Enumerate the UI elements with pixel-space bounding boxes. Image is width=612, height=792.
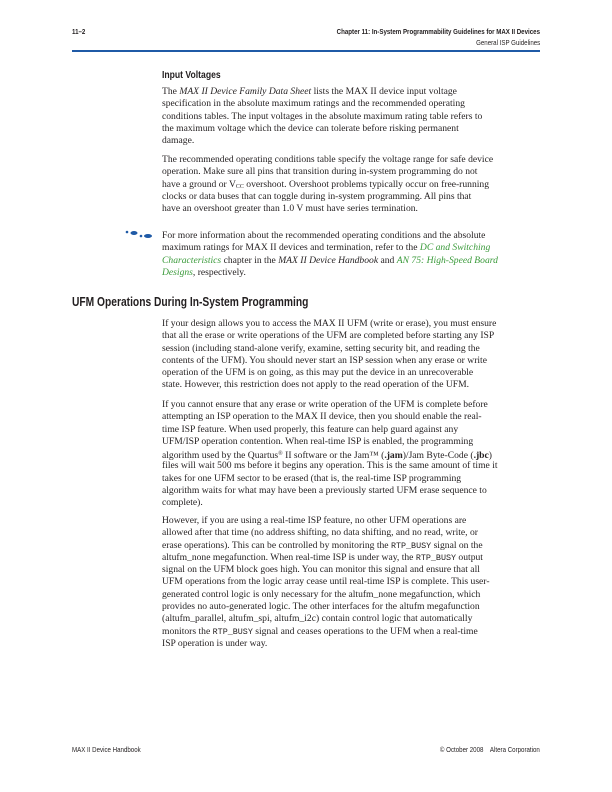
- page-number: 11–2: [72, 27, 86, 36]
- text-segment: However, if you are using a real-time ISP feature, no other UFM operations are: [162, 515, 467, 526]
- text-segment: ): [488, 450, 492, 462]
- text-segment: signal and ceases operations to the UFM when a real-time: [252, 625, 478, 637]
- heading-input-voltages: Input Voltages: [162, 69, 221, 81]
- text-segment: damage.: [162, 135, 195, 147]
- cross-reference-link[interactable]: DC and Switching: [419, 242, 491, 254]
- heading-ufm-operations: UFM Operations During In-System Programming: [72, 295, 309, 309]
- chapter-title: Chapter 11: In-System Programmability Guidelines for MAX II Devices: [336, 27, 540, 36]
- text-segment: specification in the absolute maximum ratings and the recommended operating: [162, 98, 465, 110]
- text-segment: that all the erase or write operations of the UFM are completed before starting any ISP: [162, 330, 495, 342]
- text-segment: algorithm waits for what may have been a previously started UFM erase sequence to: [162, 485, 487, 497]
- text-segment: MAX II Device Family Data Sheet: [179, 86, 312, 97]
- text-segment: altufm_none megafunction. When real-time ISP is under way, the: [162, 551, 416, 563]
- text-line: [162, 123, 482, 135]
- signal-name: RTP_BUSY: [390, 540, 432, 551]
- text-line: [162, 552, 490, 564]
- text-segment: complete).: [162, 497, 203, 509]
- text-line: [162, 135, 482, 147]
- text-segment: takes for one UFM sector to be erased (that is, the real-time ISP programming: [162, 472, 462, 484]
- paragraph: [162, 154, 493, 215]
- text-segment: For more information about the recommended operating conditions and the absolute: [162, 230, 486, 241]
- more-info-icon: [124, 229, 154, 241]
- text-segment: signal on the UFM block goes high. You can monitor this signal and ensure that all: [162, 564, 480, 576]
- text-segment: contents of the UFM). You should never start an ISP session when any erase or write: [162, 354, 487, 366]
- text-segment: session (including stand-alone verify, examine, setting security bit, and reading the: [162, 342, 480, 354]
- text-line: [162, 576, 490, 588]
- text-line: [162, 638, 490, 650]
- text-line: [162, 613, 490, 625]
- text-segment: lists the MAX II device input voltage: [311, 86, 457, 97]
- footer-copyright: © October 2008 Altera Corporation: [440, 745, 540, 754]
- text-segment: II software or the Jam™ (: [282, 450, 385, 462]
- text-segment: time ISP feature. When used properly, this feature can help guard against any: [162, 423, 459, 435]
- text-segment: .jam: [384, 450, 403, 462]
- text-line: [162, 355, 496, 367]
- text-line: [162, 343, 496, 355]
- text-segment: )/Jam Byte-Code (: [402, 450, 474, 462]
- text-segment: provides no auto-generated logic. The other interfaces for the altufm megafunction: [162, 601, 480, 613]
- text-segment: ®: [278, 451, 283, 458]
- text-segment: conditions tables. The input voltages in the absolute maximum rating table refers to: [162, 110, 483, 122]
- text-line: [162, 601, 490, 613]
- text-line: [162, 318, 496, 330]
- text-segment: output: [456, 551, 483, 563]
- text-line: [162, 473, 498, 485]
- text-line: [162, 255, 498, 267]
- text-line: [162, 589, 490, 601]
- text-segment: If your design allows you to access the MAX II UFM (write or erase), you must ensure: [162, 318, 497, 329]
- text-segment: UFM/ISP operation contention. When real-time ISP is enabled, the programming: [162, 435, 474, 447]
- note-paragraph: [162, 230, 498, 279]
- text-line: [162, 379, 496, 391]
- text-line: [162, 230, 498, 242]
- text-segment: and: [378, 254, 397, 266]
- text-line: [162, 111, 482, 123]
- text-segment: have a ground or V: [162, 178, 236, 190]
- paragraph: [162, 399, 498, 510]
- text-line: [162, 203, 493, 215]
- text-line: [162, 98, 482, 110]
- text-line: [162, 86, 482, 98]
- text-segment: erase operations). This can be controlled by monitoring the: [162, 539, 391, 551]
- text-line: [162, 515, 490, 527]
- text-segment: operation of the UFM is on going, as this may put the device in an unrecoverable: [162, 367, 474, 379]
- text-segment: If you cannot ensure that any erase or write operation of the UFM is complete before: [162, 399, 488, 410]
- text-line: [162, 626, 490, 638]
- text-line: [162, 448, 498, 460]
- text-segment: , respectively.: [192, 266, 246, 278]
- paragraph: [162, 515, 490, 650]
- text-segment: The: [162, 86, 180, 97]
- cross-reference-link[interactable]: Designs: [162, 266, 193, 278]
- text-segment: state. However, this restriction does not apply to the read operation of the UFM.: [162, 379, 470, 391]
- text-segment: signal on the: [431, 539, 483, 551]
- text-segment: attempting an ISP operation to the MAX II device, then you should enable the real-: [162, 411, 482, 423]
- cross-reference-link[interactable]: Characteristics: [162, 254, 222, 266]
- text-segment: have an overshoot greater than 1.0 V must have series termination.: [162, 203, 418, 215]
- text-line: [162, 330, 496, 342]
- text-line: [162, 367, 496, 379]
- text-segment: (altufm_parallel, altufm_spi, altufm_i2c) contain control logic that automatically: [162, 613, 473, 625]
- text-line: [162, 540, 490, 552]
- footer-handbook: MAX II Device Handbook: [72, 745, 141, 754]
- text-segment: monitors the: [162, 625, 213, 637]
- section-title: General ISP Guidelines: [475, 38, 540, 47]
- paragraph: [162, 318, 496, 392]
- text-segment: maximum ratings for MAX II devices and termination, refer to the: [162, 242, 420, 254]
- text-segment: overshoot. Overshoot problems typically occur on free-running: [243, 178, 490, 190]
- text-segment: the maximum voltage which the device can tolerate before risking permanent: [162, 122, 459, 134]
- cross-reference-link[interactable]: AN 75: High-Speed Board: [396, 254, 498, 266]
- text-line: [162, 166, 493, 178]
- text-line: [162, 267, 498, 279]
- text-segment: The recommended operating conditions table specify the voltage range for safe device: [162, 154, 494, 165]
- text-segment: clocks or data buses that can toggle during in-system programming. All pins that: [162, 190, 472, 202]
- text-line: [162, 399, 498, 411]
- text-line: [162, 460, 498, 472]
- signal-name: RTP_BUSY: [212, 626, 253, 637]
- paragraph: [162, 86, 482, 147]
- text-line: [162, 191, 493, 203]
- text-line: [162, 564, 490, 576]
- text-line: [162, 154, 493, 166]
- signal-name: RTP_BUSY: [415, 552, 457, 563]
- text-segment: ISP operation is under way.: [162, 637, 268, 649]
- text-line: [162, 242, 498, 254]
- text-segment: chapter in the: [221, 254, 279, 266]
- text-line: [162, 411, 498, 423]
- text-segment: UFM operations from the logic array cease until real-time ISP is complete. This user-: [162, 576, 490, 588]
- text-line: [162, 436, 498, 448]
- text-line: [162, 485, 498, 497]
- text-segment: algorithm used by the Quartus: [162, 450, 279, 462]
- text-segment: generated control logic is only necessary for the altufm_none megafunction, which: [162, 588, 481, 600]
- text-line: [162, 497, 498, 509]
- text-segment: .jbc: [473, 450, 489, 462]
- text-line: [162, 424, 498, 436]
- text-segment: CC: [235, 183, 244, 190]
- text-segment: files will wait 500 ms before it begins any operation. This is the same amount of time it: [162, 460, 498, 472]
- header-rule: [72, 50, 540, 52]
- text-line: [162, 527, 490, 539]
- text-segment: operation. Make sure all pins that transition during in-system programming do not: [162, 166, 478, 178]
- text-segment: allowed after that time (no address shifting, no data shifting, and no read, write, or: [162, 527, 478, 539]
- text-segment: MAX II Device Handbook: [278, 254, 379, 266]
- text-line: [162, 179, 493, 191]
